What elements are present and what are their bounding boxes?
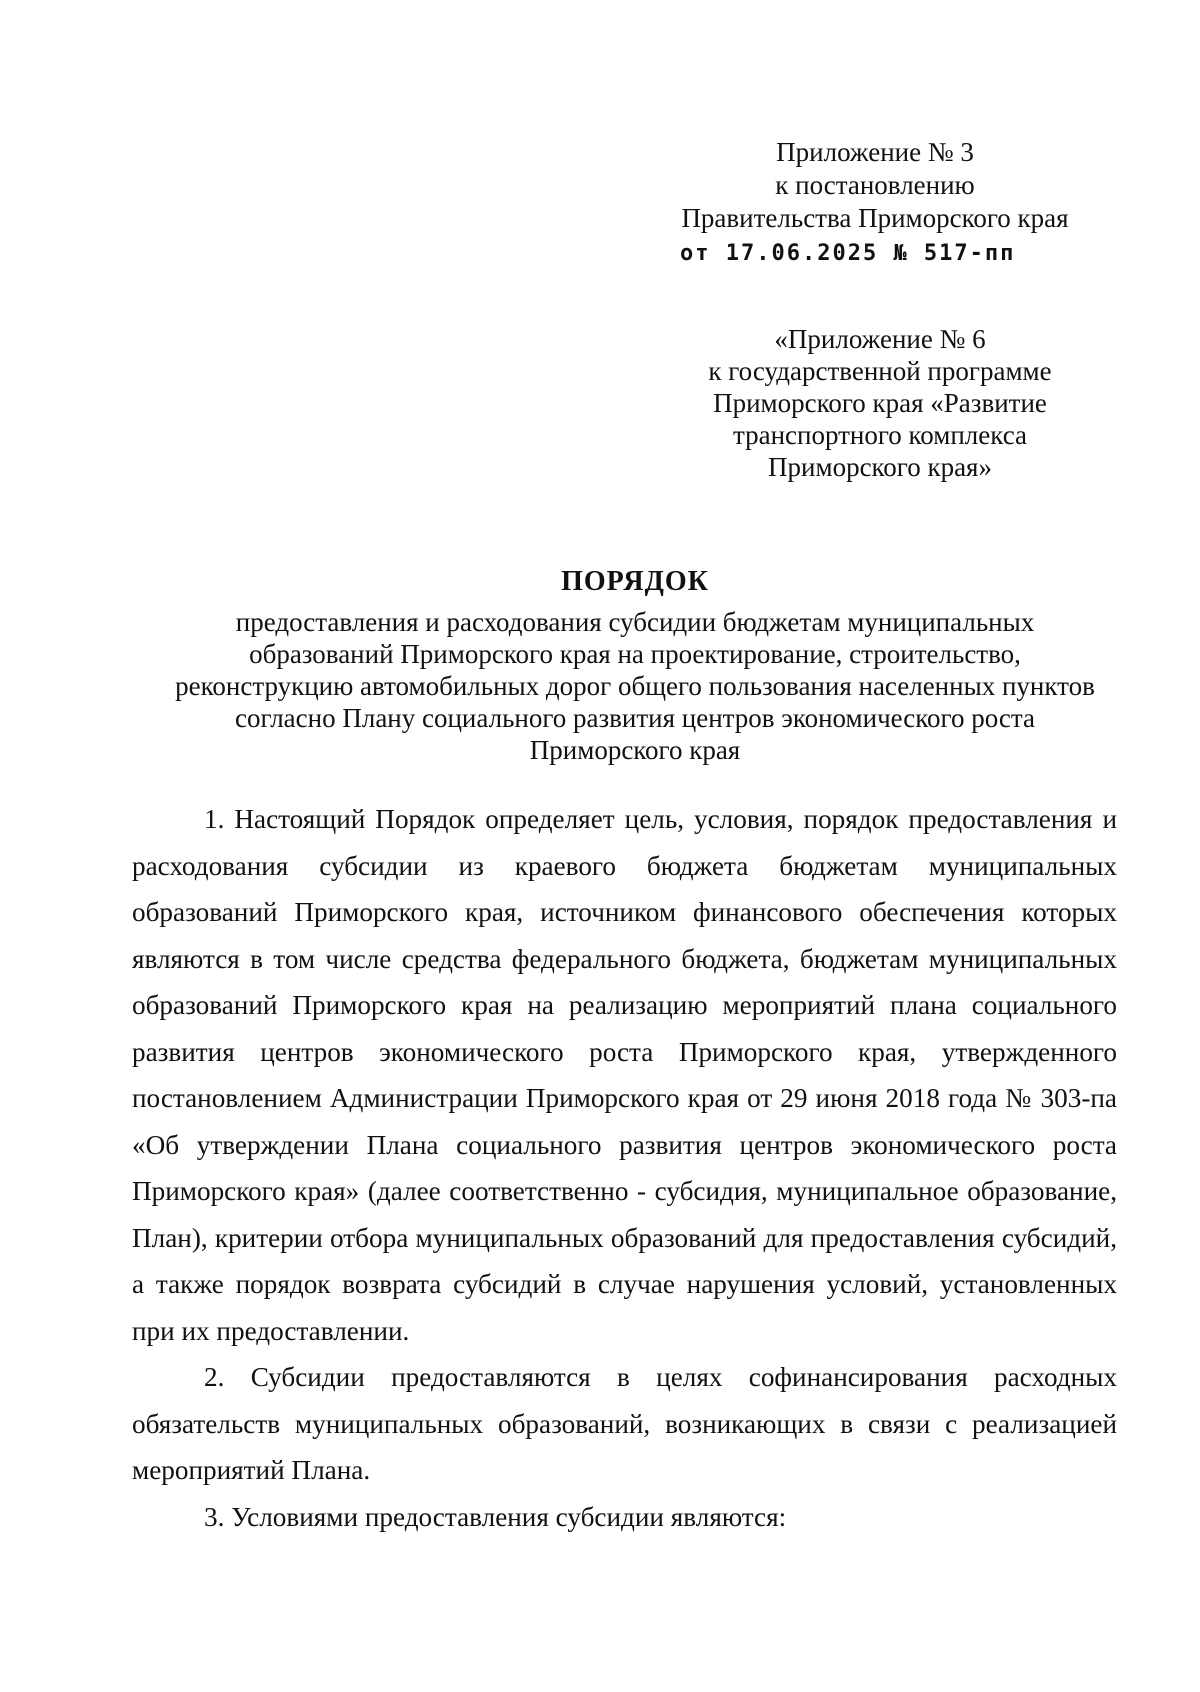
program-ref-line: Приморского края» — [768, 452, 992, 482]
program-appendix-number: «Приложение № 6 — [774, 324, 986, 354]
paragraph-3: 3. Условиями предоставления субсидии являются: — [204, 1501, 787, 1532]
paragraph-2: 2. Субсидии предоставляются в целях софинансирования расходных обязательств муниципальных образований, возникающих в связи с реализацией мероприятий Плана. — [132, 1362, 1117, 1485]
program-reference — [680, 323, 1080, 483]
program-ref-line: к государственной программе — [708, 356, 1052, 386]
subtitle-line: согласно Плану социального развития центров экономического роста — [235, 703, 1035, 733]
decree-date-number-stamp: от 17.06.2025 № 517-пп — [680, 241, 1016, 266]
document-body — [132, 796, 1117, 1540]
subtitle-line: реконструкцию автомобильных дорог общего пользования населенных пунктов — [175, 671, 1095, 701]
document-title: ПОРЯДОК — [561, 566, 709, 597]
subtitle-line: образований Приморского края на проектирование, строительство, — [249, 639, 1021, 669]
program-ref-line: Приморского края «Развитие — [713, 388, 1047, 418]
program-ref-line: транспортного комплекса — [732, 420, 1027, 450]
appendix-government: Правительства Приморского края — [681, 203, 1069, 233]
appendix-header — [660, 136, 1090, 270]
subtitle-line: предоставления и расходования субсидии бюджетам муниципальных — [235, 607, 1035, 637]
paragraph-1: 1. Настоящий Порядок определяет цель, условия, порядок предоставления и расходования субсидии из краевого бюджета бюджетам муниципальных образований Приморского края, источником финансового обеспечения которых являются в том числе средства федерального бюджета, бюджетам муниципальных образований Приморского края на реализацию мероприятий плана социального развития центров экономического роста Приморского края, утвержденного постановлением Администрации Приморского края от 29 июня 2018 года № 303-па «Об утверждении Плана социального развития центров экономического роста Приморского края» (далее соответственно - субсидия, муниципальное образование, План), критерии отбора муниципальных образований для предоставления субсидий, а также порядок возврата субсидий в случае нарушения условий, установленных при их предоставлении. — [132, 804, 1117, 1346]
appendix-decree-ref: к постановлению — [775, 170, 975, 200]
appendix-number: Приложение № 3 — [776, 137, 974, 167]
document-subtitle — [100, 606, 1170, 766]
subtitle-line: Приморского края — [529, 735, 741, 765]
